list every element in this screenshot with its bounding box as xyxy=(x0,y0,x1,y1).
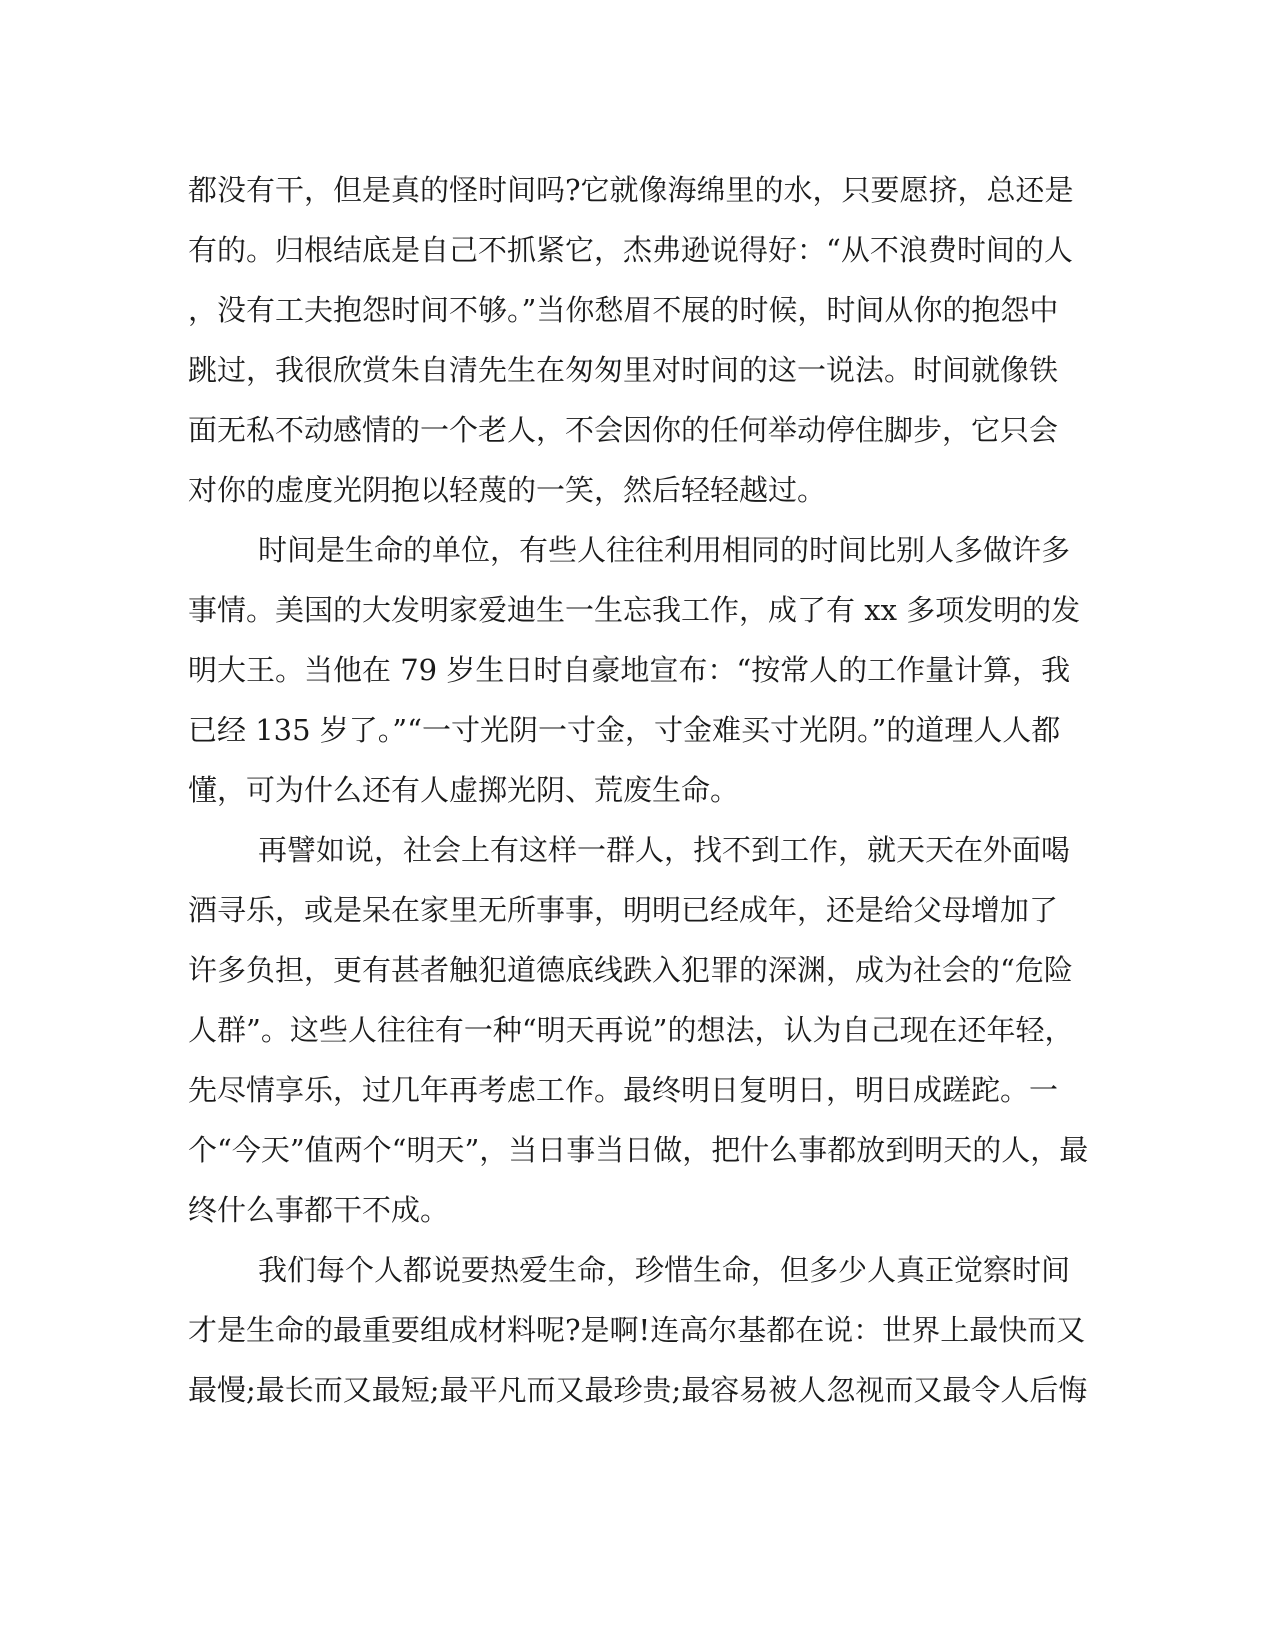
paragraph-line: 都没有干，但是真的怪时间吗?它就像海绵里的水，只要愿挤，总还是 xyxy=(188,173,1074,207)
paragraph-line: 酒寻乐，或是呆在家里无所事事，明明已经成年，还是给父母增加了 xyxy=(188,893,1059,927)
paragraph-line: 最慢;最长而又最短;最平凡而又最珍贵;最容易被人忽视而又最令人后悔 xyxy=(188,1373,1088,1407)
paragraph-line: 懂，可为什么还有人虚掷光阴、荒废生命。 xyxy=(188,773,740,807)
paragraph-2 xyxy=(188,520,1088,820)
paragraph-1 xyxy=(188,160,1088,520)
paragraph-line: 跳过，我很欣赏朱自清先生在匆匆里对时间的这一说法。时间就像铁 xyxy=(188,353,1059,387)
paragraph-line: 事情。美国的大发明家爱迪生一生忘我工作，成了有 xx 多项发明的发 xyxy=(188,593,1081,627)
paragraph-line: 才是生命的最重要组成材料呢?是啊!连高尔基都在说：世界上最快而又 xyxy=(188,1313,1086,1347)
paragraph-line: 人群”。这些人往往有一种“明天再说”的想法，认为自己现在还年轻， xyxy=(188,1013,1074,1047)
paragraph-line: 明大王。当他在 79 岁生日时自豪地宣布：“按常人的工作量计算，我 xyxy=(188,653,1071,687)
paragraph-line: 许多负担，更有甚者触犯道德底线跌入犯罪的深渊，成为社会的“危险 xyxy=(188,953,1073,987)
paragraph-3 xyxy=(188,820,1088,1240)
paragraph-4 xyxy=(188,1240,1088,1420)
paragraph-line: 个“今天”值两个“明天”，当日事当日做，把什么事都放到明天的人，最 xyxy=(188,1133,1089,1167)
paragraph-line: 已经 135 岁了。”“一寸光阴一寸金，寸金难买寸光阴。”的道理人人都 xyxy=(188,713,1061,747)
paragraph-line: 再譬如说，社会上有这样一群人，找不到工作，就天天在外面喝 xyxy=(258,833,1071,867)
paragraph-line: 面无私不动感情的一个老人，不会因你的任何举动停住脚步，它只会 xyxy=(188,413,1059,447)
paragraph-line: 先尽情享乐，过几年再考虑工作。最终明日复明日，明日成蹉跎。一 xyxy=(188,1073,1059,1107)
paragraph-line: 终什么事都干不成。 xyxy=(188,1193,450,1227)
paragraph-line: 我们每个人都说要热爱生命，珍惜生命，但多少人真正觉察时间 xyxy=(258,1253,1071,1287)
paragraph-line: ，没有工夫抱怨时间不够。”当你愁眉不展的时候，时间从你的抱怨中 xyxy=(188,293,1059,327)
paragraph-line: 对你的虚度光阴抱以轻蔑的一笑，然后轻轻越过。 xyxy=(188,473,827,507)
paragraph-line: 时间是生命的单位，有些人往往利用相同的时间比别人多做许多 xyxy=(258,533,1071,567)
paragraph-line: 有的。归根结底是自己不抓紧它，杰弗逊说得好：“从不浪费时间的人 xyxy=(188,233,1073,267)
body-text xyxy=(188,160,1088,1420)
